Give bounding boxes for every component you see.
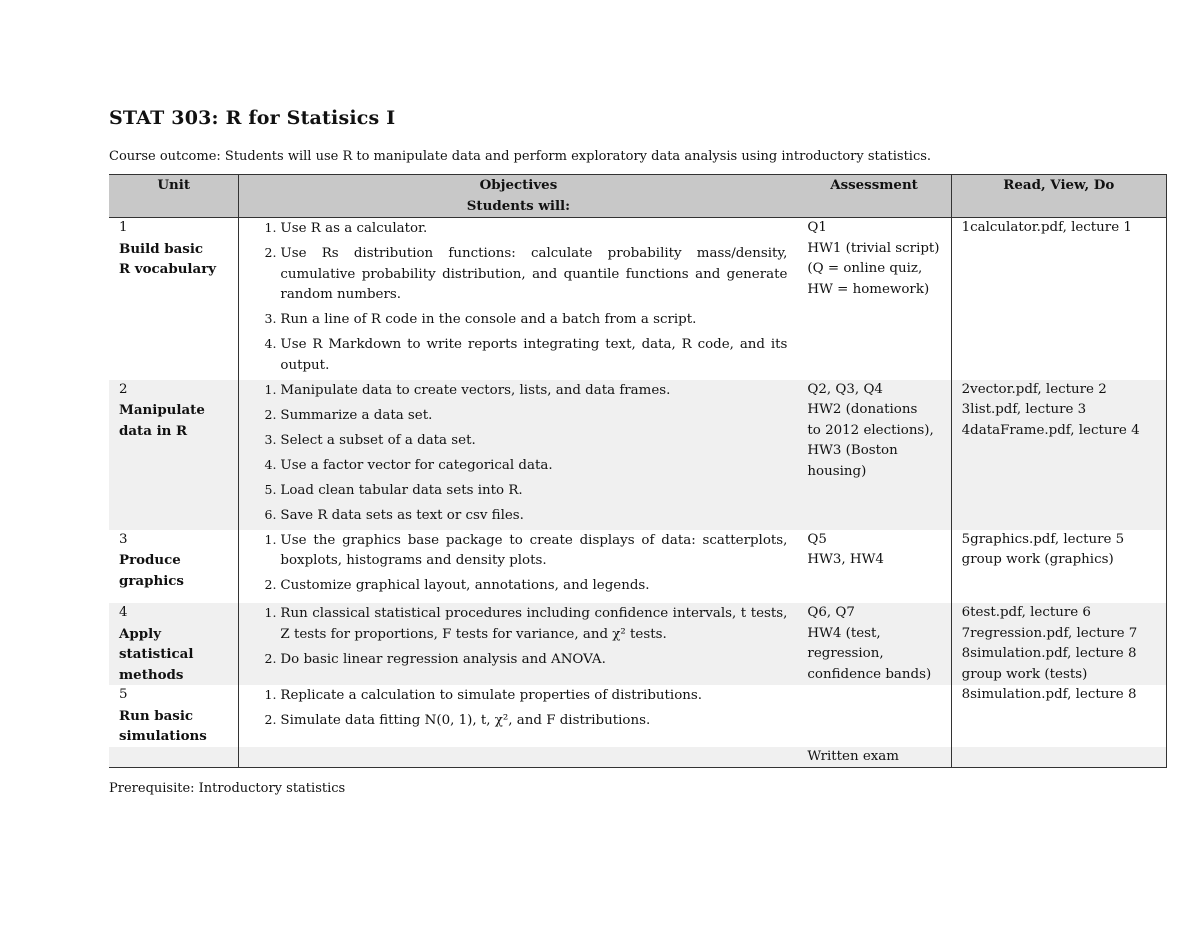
empty-cell xyxy=(109,747,239,768)
objective-item: 2. Customize graphical layout, annotations, and legends. xyxy=(280,575,787,600)
unit-title-line: Manipulate xyxy=(119,402,205,418)
unit-title-line: data in R xyxy=(119,422,188,439)
objectives-list xyxy=(249,603,787,674)
read-line: 1calculator.pdf, lecture 1 xyxy=(961,220,1132,235)
header-objectives xyxy=(239,175,798,218)
assessment-line: to 2012 elections), xyxy=(807,422,934,438)
read-line: 8simulation.pdf, lecture 8 xyxy=(961,646,1137,661)
unit-cell xyxy=(109,380,239,530)
objectives-cell xyxy=(239,530,798,604)
assessment-line: confidence bands) xyxy=(807,666,932,682)
objective-item: 4. Use R Markdown to write reports integrating text, data, R code, and its output. xyxy=(280,334,787,380)
unit-title-line: Run basic xyxy=(119,707,194,724)
assessment-cell xyxy=(797,218,951,380)
read-line: group work (tests) xyxy=(961,666,1088,682)
course-title: STAT 303: R for Statisics I xyxy=(109,107,396,129)
objective-item: 1. Replicate a calculation to simulate properties of distributions. xyxy=(280,685,787,710)
assessment-line: HW1 (trivial script) xyxy=(807,240,940,256)
read-cell xyxy=(951,603,1166,685)
unit-title-line: graphics xyxy=(119,572,184,589)
unit-title-line: R vocabulary xyxy=(119,261,217,277)
read-cell xyxy=(951,685,1166,747)
unit-number: 1 xyxy=(119,220,128,235)
unit-title-line: Apply xyxy=(119,625,161,642)
objectives-list xyxy=(249,530,787,601)
objective-item: 5. Load clean tabular data sets into R. xyxy=(280,480,787,505)
prerequisite: Prerequisite: Introductory statistics xyxy=(109,781,346,796)
read-line: 6test.pdf, lecture 6 xyxy=(961,605,1091,620)
read-line: 2vector.pdf, lecture 2 xyxy=(961,381,1107,397)
objectives-cell xyxy=(239,218,798,380)
objective-item: 2. Simulate data fitting N(0, 1), t, χ², and F distributions. xyxy=(280,710,787,735)
header-read: Read, View, Do xyxy=(951,175,1166,218)
assessment-cell xyxy=(797,530,951,604)
read-line: 7regression.pdf, lecture 7 xyxy=(961,625,1138,641)
units-body xyxy=(109,218,1167,768)
assessment-line: HW3, HW4 xyxy=(807,552,884,567)
table-row xyxy=(109,218,1167,380)
objectives-list xyxy=(249,218,787,380)
unit-title-line: Build basic xyxy=(119,240,204,257)
course-outcome: Course outcome: Students will use R to manipulate data and perform exploratory data analysis using introductory statistics. xyxy=(109,149,932,164)
unit-number: 5 xyxy=(119,687,128,702)
final-assessment-cell: Written exam xyxy=(797,747,951,768)
header-assessment: Assessment xyxy=(797,175,951,218)
read-line: group work (graphics) xyxy=(961,552,1114,567)
unit-number: 3 xyxy=(119,531,128,547)
assessment-cell xyxy=(797,685,951,747)
assessment-line: regression, xyxy=(807,646,884,661)
unit-cell xyxy=(109,685,239,747)
assessment-line: HW2 (donations xyxy=(807,402,918,417)
table-row xyxy=(109,603,1167,685)
objectives-list xyxy=(249,380,787,530)
header-objectives-line1: Objectives xyxy=(479,177,558,193)
unit-title-line: methods xyxy=(119,666,184,683)
assessment-line: (Q = online quiz, xyxy=(807,261,923,276)
objectives-cell xyxy=(239,603,798,685)
unit-cell xyxy=(109,530,239,604)
objective-item: 1. Use R as a calculator. xyxy=(280,218,787,243)
objective-item: 1. Manipulate data to create vectors, lists, and data frames. xyxy=(280,380,787,405)
objective-item: 4. Use a factor vector for categorical data. xyxy=(280,455,787,480)
assessment-line: HW = homework) xyxy=(807,281,930,297)
unit-cell xyxy=(109,218,239,380)
header-objectives-line2: Students will: xyxy=(466,198,571,214)
assessment-line: HW4 (test, xyxy=(807,625,881,641)
objective-item: 3. Run a line of R code in the console and a batch from a script. xyxy=(280,309,787,334)
unit-title-line: simulations xyxy=(119,728,207,744)
table-header-row xyxy=(109,175,1167,218)
read-cell xyxy=(951,380,1166,530)
objective-item: 1. Run classical statistical procedures including confidence intervals, t tests, Z tests for proportions, F tests for variance, and χ² tests. xyxy=(280,603,787,649)
objective-item: 3. Select a subset of a data set. xyxy=(280,430,787,455)
table-row xyxy=(109,530,1167,604)
unit-title-line: Produce xyxy=(119,552,181,568)
assessment-line: Q5 xyxy=(807,531,827,547)
objectives-cell xyxy=(239,380,798,530)
unit-cell xyxy=(109,603,239,685)
assessment-line: Q2, Q3, Q4 xyxy=(807,381,883,397)
objectives-list xyxy=(249,685,787,735)
objective-item: 1. Use the graphics base package to create displays of data: scatterplots, boxplots, histograms and density plots. xyxy=(280,530,787,576)
table-row-final xyxy=(109,747,1167,768)
read-line: 3list.pdf, lecture 3 xyxy=(961,402,1087,417)
header-unit: Unit xyxy=(109,175,239,218)
objective-item: 6. Save R data sets as text or csv files. xyxy=(280,505,787,530)
objective-item: 2. Summarize a data set. xyxy=(280,405,787,430)
read-line: 8simulation.pdf, lecture 8 xyxy=(961,687,1137,702)
read-cell xyxy=(951,218,1166,380)
empty-cell xyxy=(951,747,1166,768)
objective-item: 2. Use Rs distribution functions: calculate probability mass/density, cumulative probability distribution, and quantile functions and generate random numbers. xyxy=(280,243,787,309)
assessment-line: Q1 xyxy=(807,220,827,235)
assessment-line: Q6, Q7 xyxy=(807,605,855,620)
unit-number: 4 xyxy=(119,605,128,620)
course-units-table xyxy=(109,174,1167,768)
unit-title-line: statistical xyxy=(119,646,194,662)
table-row xyxy=(109,380,1167,530)
assessment-cell xyxy=(797,603,951,685)
table-row xyxy=(109,685,1167,747)
objective-item: 2. Do basic linear regression analysis and ANOVA. xyxy=(280,649,787,674)
read-line: 5graphics.pdf, lecture 5 xyxy=(961,531,1125,547)
assessment-line: HW3 (Boston xyxy=(807,443,898,458)
assessment-line: housing) xyxy=(807,463,867,479)
syllabus-page xyxy=(109,105,1169,798)
objectives-cell xyxy=(239,685,798,747)
unit-number: 2 xyxy=(119,381,128,397)
empty-cell xyxy=(239,747,798,768)
read-line: 4dataFrame.pdf, lecture 4 xyxy=(961,422,1140,438)
assessment-cell xyxy=(797,380,951,530)
read-cell xyxy=(951,530,1166,604)
